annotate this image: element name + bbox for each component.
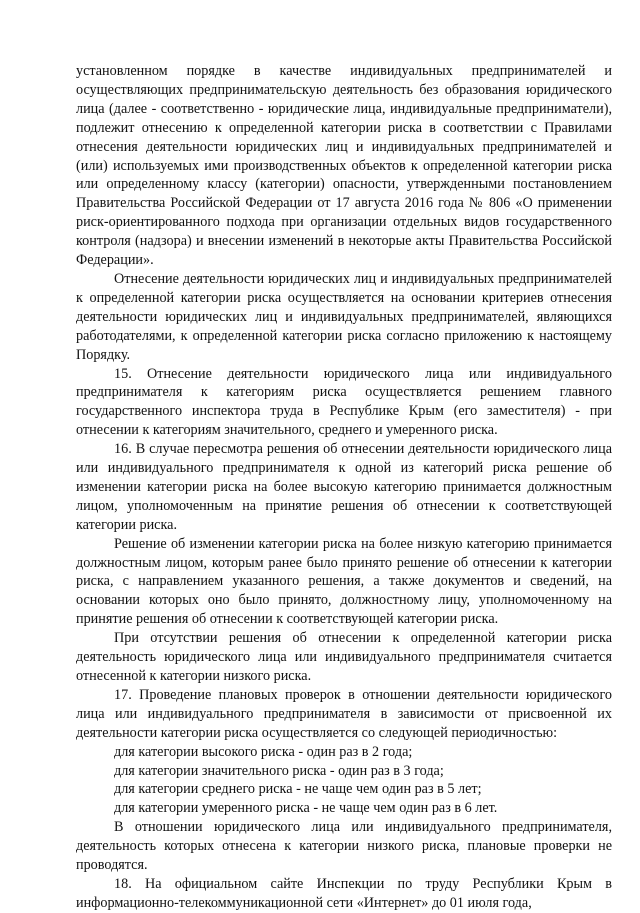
paragraph-item-17: 17. Проведение плановых проверок в отношении деятельности юридического лица или индивидуального предпринимателя в зависимости от присвоенной их деятельности категории риска осуществляется со следующей периодичностью: bbox=[76, 686, 612, 741]
document-body bbox=[76, 62, 612, 913]
paragraph-continuation: установленном порядке в качестве индивидуальных предпринимателей и осуществляющих предпринимательскую деятельность без образования юридического лица (далее - соответственно - юридические лица, индивидуальные предприниматели), подлежит отнесению к определенной категории риска в соответствии с Правилами отнесения деятельности юридических лиц и индивидуальных предпринимателей и (или) используемых ими производственных объектов к определенной категории риска или определенному классу (категории) опасности, утвержденными постановлением Правительства Российской Федерации от 17 августа 2016 года № 806 «О применении риск-ориентированного подхода при организации отдельных видов государственного контроля (надзора) и внесении изменений в некоторые акты Правительства Российской Федерации». bbox=[76, 63, 612, 269]
paragraph-item-16: 16. В случае пересмотра решения об отнесении деятельности юридического лица или индивидуального предпринимателя к одной из категорий риска решение об изменении категории риска на более высокую категорию принимается должностным лицом, уполномоченным на принятие решения об отнесении к соответствующей категории риска. bbox=[76, 441, 612, 533]
paragraph-default-low-risk: При отсутствии решения об отнесении к определенной категории риска деятельность юридического лица или индивидуального предпринимателя считается отнесенной к категории низкого риска. bbox=[76, 630, 612, 684]
list-item-medium-risk: для категории среднего риска - не чаще чем один раз в 5 лет; bbox=[114, 781, 482, 798]
paragraph-item-18: 18. На официальном сайте Инспекции по труду Республики Крым в информационно-телекоммуникационной сети «Интернет» до 01 июля года, bbox=[76, 875, 612, 911]
list-item-moderate-risk: для категории умеренного риска - не чаще чем один раз в 6 лет. bbox=[114, 800, 498, 817]
paragraph-item-15: 15. Отнесение деятельности юридического лица или индивидуального предпринимателя к категориям риска осуществляется решением главного государственного инспектора труда в Республике Крым (его заместителя) - при отнесении к категориям значительного, среднего и умеренного риска. bbox=[76, 365, 612, 439]
paragraph-low-risk-no-inspections: В отношении юридического лица или индивидуального предпринимателя, деятельность которых отнесена к категории низкого риска, плановые проверки не проводятся. bbox=[76, 819, 612, 874]
paragraph-risk-basis: Отнесение деятельности юридических лиц и индивидуальных предпринимателей к определенной категории риска осуществляется на основании критериев отнесения деятельности юридических лиц и индивидуальных предпринимателей, являющихся работодателями, к определенной категории риска согласно приложению к настоящему Порядку. bbox=[76, 270, 612, 363]
list-item-high-risk: для категории высокого риска - один раз в 2 года; bbox=[114, 743, 413, 760]
paragraph-lower-category: Решение об изменении категории риска на более низкую категорию принимается должностным лицом, которым ранее было принято решение об отнесении к категории риска, с направлением указанного решения, а также документов и сведений, на основании которых оно было принято, должностному лицу, уполномоченному на принятие решения об отнесении к соответствующей категории риска. bbox=[76, 535, 612, 628]
list-item-significant-risk: для категории значительного риска - один раз в 3 года; bbox=[114, 762, 444, 779]
